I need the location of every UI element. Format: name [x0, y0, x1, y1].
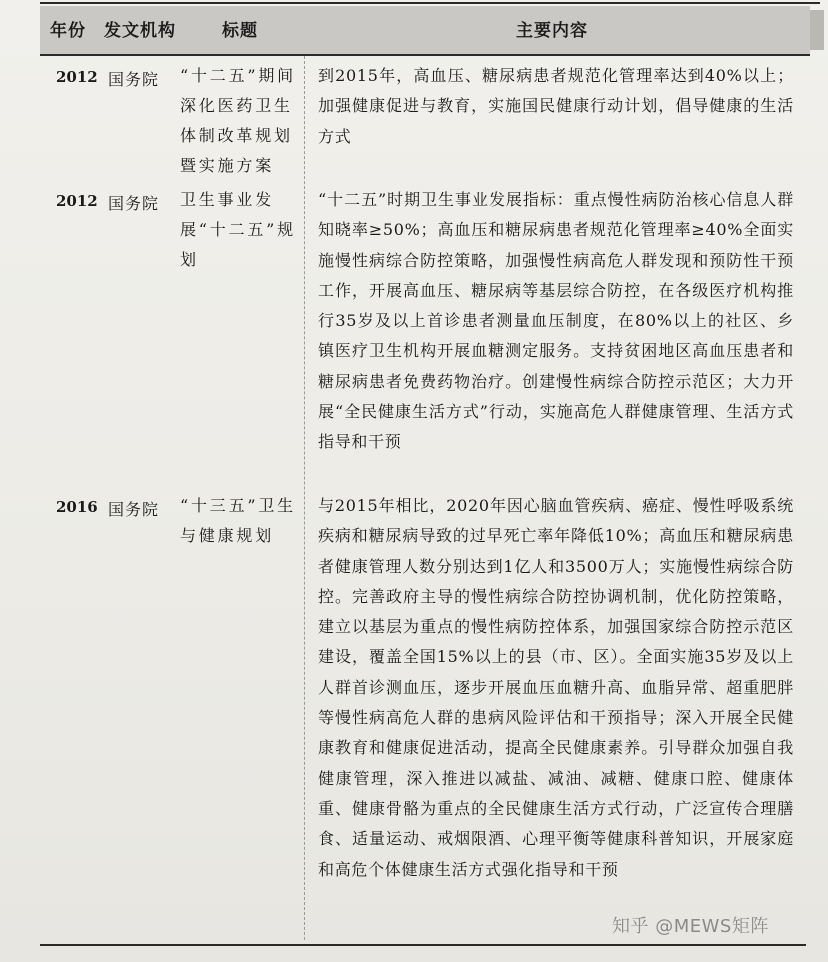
bottom-rule: [40, 944, 806, 946]
row-content: 到2015年，高血压、糖尿病患者规范化管理率达到40%以上；加强健康促进与教育，实施国民健康行动计划，倡导健康的生活方式: [318, 66, 794, 146]
header-org: 发文机构: [104, 21, 176, 41]
header-content: 主要内容: [516, 21, 588, 41]
row-title: “十二五”期间深化医药卫生体制改革规划暨实施方案: [180, 66, 296, 175]
row-content: “十二五”时期卫生事业发展指标：重点慢性病防治核心信息人群知晓率≥50%；高血压和糖尿病患者规范化管理率≥40%全面实施慢性病综合防控策略，加强慢性病高危人群发现和预防性干预工作，开展高血压、糖尿病等基层综合防控，在各级医疗机构推行35岁及以上首诊患者测量血压制度，在80%以上的社区、乡镇医疗卫生机构开展血糖测定服务。支持贫困地区高血压患者和糖尿病患者免费药物治疗。创建慢性病综合防控示范区；大力开展“全民健康生活方式”行动，实施高危人群健康管理、生活方式指导和干预: [318, 190, 794, 452]
row-org: 国务院: [108, 194, 160, 213]
row-org: 国务院: [108, 500, 160, 519]
row-title: 卫生事业发展“十二五”规划: [180, 190, 296, 269]
header-year: 年份: [50, 21, 86, 41]
header-title: 标题: [222, 21, 258, 41]
row-org: 国务院: [108, 70, 160, 89]
header-rule: [40, 54, 810, 56]
row-year: 2012: [56, 68, 98, 86]
row-content: 与2015年相比，2020年因心脑血管疾病、癌症、慢性呼吸系统疾病和糖尿病导致的过早死亡率年降低10%；高血压和糖尿病患者健康管理人数分别达到1亿人和3500万人；实施慢性病综合防控。完善政府主导的慢性病综合防控协调机制，优化防控策略，建立以基层为重点的慢性病防控体系，加强国家综合防控示范区建设，覆盖全国15%以上的县（市、区）。全面实施35岁及以上人群首诊测血压，逐步开展血压血糖升高、血脂异常、超重肥胖等慢性病高危人群的患病风险评估和干预指导；深入开展全民健康教育和健康促进活动，提高全民健康素养。引导群众加强自我健康管理，深入推进以减盐、减油、减糖、健康口腔、健康体重、健康骨骼为重点的全民健康生活方式行动，广泛宣传合理膳食、适量运动、戒烟限酒、心理平衡等健康科普知识，开展家庭和高危个体健康生活方式强化指导和干预: [318, 496, 794, 879]
row-year: 2016: [56, 498, 98, 516]
top-rule: [40, 2, 820, 4]
column-divider: [304, 56, 306, 940]
row-title: “十三五”卫生与健康规划: [180, 496, 296, 545]
watermark: 知乎 @MEWS矩阵: [612, 916, 769, 937]
page-edge-tab: [810, 10, 824, 50]
row-year: 2012: [56, 192, 98, 210]
